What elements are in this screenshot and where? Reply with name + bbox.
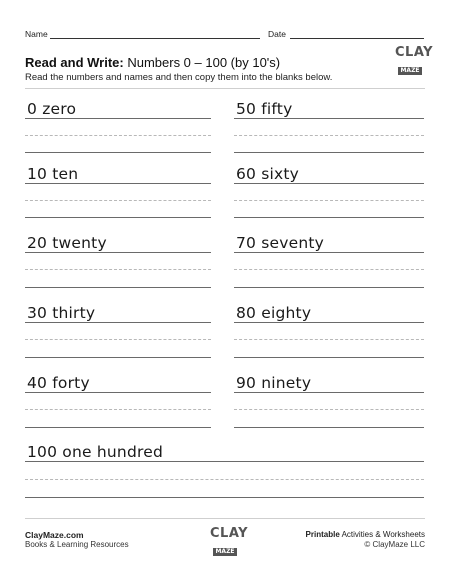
entry-80-eighty: 80 eighty <box>236 304 312 322</box>
title-rest: Numbers 0 – 100 (by 10's) <box>123 55 281 70</box>
page-title <box>25 55 280 70</box>
guide-dashed-line <box>234 269 424 270</box>
footer-divider <box>25 518 425 519</box>
guide-dashed-line <box>25 200 211 201</box>
guide-dashed-line <box>25 479 424 480</box>
date-label: Date <box>268 29 286 39</box>
guide-line <box>25 118 211 119</box>
writing-line[interactable] <box>25 497 424 498</box>
entry-30-thirty: 30 thirty <box>27 304 96 322</box>
entry-70-seventy: 70 seventy <box>236 234 325 252</box>
name-label: Name <box>25 29 48 39</box>
footer-logo-top-text: CLAY <box>210 526 249 541</box>
footer-tagline: Books & Learning Resources <box>25 540 129 549</box>
guide-dashed-line <box>234 200 424 201</box>
writing-line[interactable] <box>234 217 424 218</box>
footer-claymaze-logo <box>210 526 249 556</box>
writing-line[interactable] <box>25 427 211 428</box>
guide-line <box>234 252 424 253</box>
guide-line <box>234 118 424 119</box>
instructions: Read the numbers and names and then copy them into the blanks below. <box>25 72 333 83</box>
writing-line[interactable] <box>234 357 424 358</box>
footer-logo-bottom-text: MAZE <box>215 548 235 555</box>
logo-top-text: CLAY <box>395 45 434 60</box>
writing-line[interactable] <box>25 217 211 218</box>
writing-line[interactable] <box>234 287 424 288</box>
footer-printable-rest: Activities & Worksheets <box>339 530 425 539</box>
header-divider <box>25 88 425 89</box>
guide-dashed-line <box>25 409 211 410</box>
guide-dashed-line <box>234 135 424 136</box>
guide-dashed-line <box>234 339 424 340</box>
footer-site: ClayMaze.com <box>25 530 84 540</box>
name-field-line[interactable] <box>50 38 260 39</box>
entry-90-ninety: 90 ninety <box>236 374 312 392</box>
entry-50-fifty: 50 fifty <box>236 100 293 118</box>
guide-line <box>234 322 424 323</box>
logo-bottom-text: MAZE <box>400 67 420 74</box>
guide-line <box>25 322 211 323</box>
entry-20-twenty: 20 twenty <box>27 234 107 252</box>
guide-line <box>25 392 211 393</box>
guide-line <box>25 461 424 462</box>
writing-line[interactable] <box>234 152 424 153</box>
guide-line <box>25 183 211 184</box>
date-field-line[interactable] <box>290 38 424 39</box>
entry-0-zero: 0 zero <box>27 100 77 118</box>
guide-line <box>25 252 211 253</box>
guide-dashed-line <box>234 409 424 410</box>
guide-line <box>234 183 424 184</box>
guide-dashed-line <box>25 269 211 270</box>
entry-40-forty: 40 forty <box>27 374 90 392</box>
claymaze-logo <box>395 45 434 75</box>
entry-100-one-hundred: 100 one hundred <box>27 443 163 461</box>
footer-printable <box>306 530 425 539</box>
guide-dashed-line <box>25 339 211 340</box>
guide-line <box>234 392 424 393</box>
entry-10-ten: 10 ten <box>27 165 79 183</box>
writing-line[interactable] <box>25 152 211 153</box>
writing-line[interactable] <box>25 357 211 358</box>
guide-dashed-line <box>25 135 211 136</box>
entry-60-sixty: 60 sixty <box>236 165 300 183</box>
footer-printable-bold: Printable <box>305 530 340 539</box>
writing-line[interactable] <box>234 427 424 428</box>
title-bold: Read and Write: <box>25 55 124 70</box>
writing-line[interactable] <box>25 287 211 288</box>
footer-copyright: © ClayMaze LLC <box>364 540 425 549</box>
